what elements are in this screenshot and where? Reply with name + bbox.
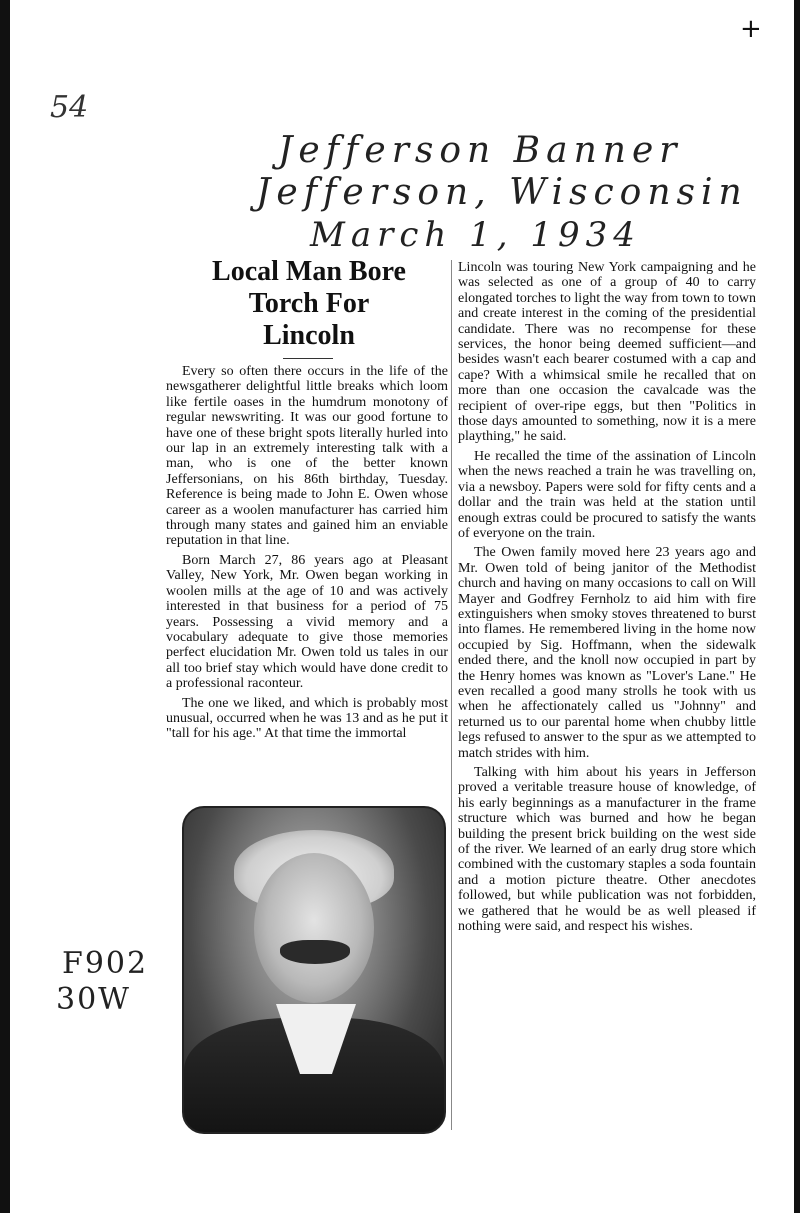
left-column (166, 364, 448, 746)
headline-divider (283, 358, 333, 359)
handwritten-source-newspaper: Jefferson Banner (278, 130, 683, 171)
headline-line: Lincoln (263, 320, 355, 351)
article-paragraph: He recalled the time of the assination of Lincoln when the news reached a train he was travelling on, via a newsboy. Papers were sold for fifty cents and a dollar and the train was held at the station until enough extras could be procured to satisfy the wants of everyone on the train. (458, 448, 756, 541)
handwritten-source-date: March 1, 1934 (310, 215, 641, 255)
corner-mark: + (740, 14, 762, 44)
article-paragraph: Talking with him about his years in Jefferson proved a veritable treasure house of knowledge, of his early beginnings as a manufacturer in the frame structure which was burned and how he began building the present brick building on the west side of the river. We learned of an early drug store which combined with the customary staples a soda fountain and a motion picture theatre. Other anecdotes followed, but while publication was not forbidden, we gathered that he would be as well pleased if nothing were said, and respect his wishes. (458, 765, 756, 935)
article-headline (170, 256, 448, 352)
newspaper-clipping (158, 256, 776, 1136)
portrait-mustache (280, 940, 350, 964)
handwritten-source-location: Jefferson, Wisconsin (256, 172, 748, 213)
handwritten-call-number-suffix: 30W (56, 982, 132, 1017)
scan-edge-right (794, 0, 800, 1213)
headline-line: Torch For (248, 288, 370, 319)
portrait-face (254, 853, 374, 1003)
handwritten-page-number: 54 (50, 90, 89, 125)
scan-edge-left (0, 0, 10, 1213)
handwritten-call-number: F902 (62, 946, 149, 981)
article-paragraph: Born March 27, 86 years ago at Pleasant Valley, New York, Mr. Owen began working in woolen mills at the age of 10 and was actively interested in that business for a period of 75 years. Possessing a vivid memory and a vocabulary adequate to give those memories perfect elucidation Mr. Owen told us tales in our all too brief stay which would have done credit to a professional raconteur. (166, 552, 448, 692)
article-paragraph: The one we liked, and which is probably most unusual, occurred when he was 13 and as he put it "tall for his age." At that time the immortal (166, 695, 448, 742)
portrait-photo (182, 806, 446, 1134)
article-paragraph: The Owen family moved here 23 years ago and Mr. Owen told of being janitor of the Methodist church and having on many occasions to call on Will Mayer and Godfrey Fernholz to aid him with fire extinguishers when smoky stoves threatened to burst into flames. He remembered living in the home now occupied by Sig. Hoffmann, when the sidewalk ended there, and the knoll now occupied in part by the Henry homes was known as "Lover's Lane." He even recalled a good many strolls he took with us when he affectionately called us "Johnny" and returned us to our parental home when chubby little legs refused to answer to the spur as we attempted to match strides with him. (458, 545, 756, 761)
headline-line: Local Man Bore (212, 256, 406, 287)
article-paragraph: Every so often there occurs in the life of the newsgatherer delightful little breaks which loom like fertile oases in the humdrum monotony of regular newswriting. It was our good fortune to have one of these bright spots literally hurled into our lap in an extremely interesting talk with a man, who is one of the better known Jeffersonians, on his 86th birthday, Tuesday. Reference is being made to John E. Owen whose career as a woolen manufacturer has carried him through many states and gained him an enviable reputation in that line. (166, 364, 448, 549)
article-paragraph: Lincoln was touring New York campaigning and he was selected as one of a group of 40 to carry elongated torches to light the way from town to town and create interest in the coming of the presidential candidate. There was no recompense for these services, the honor being deemed sufficient—and besides wasn't each bearer costumed with a cap and cape? With a whimsical smile he recalled that on more than one occasion the cavalcade was the recipient of over-ripe eggs, but then "Politics in those days amounted to something, now it is a mere plaything," he said. (458, 260, 756, 445)
right-column (458, 260, 756, 938)
column-divider (451, 260, 452, 1130)
